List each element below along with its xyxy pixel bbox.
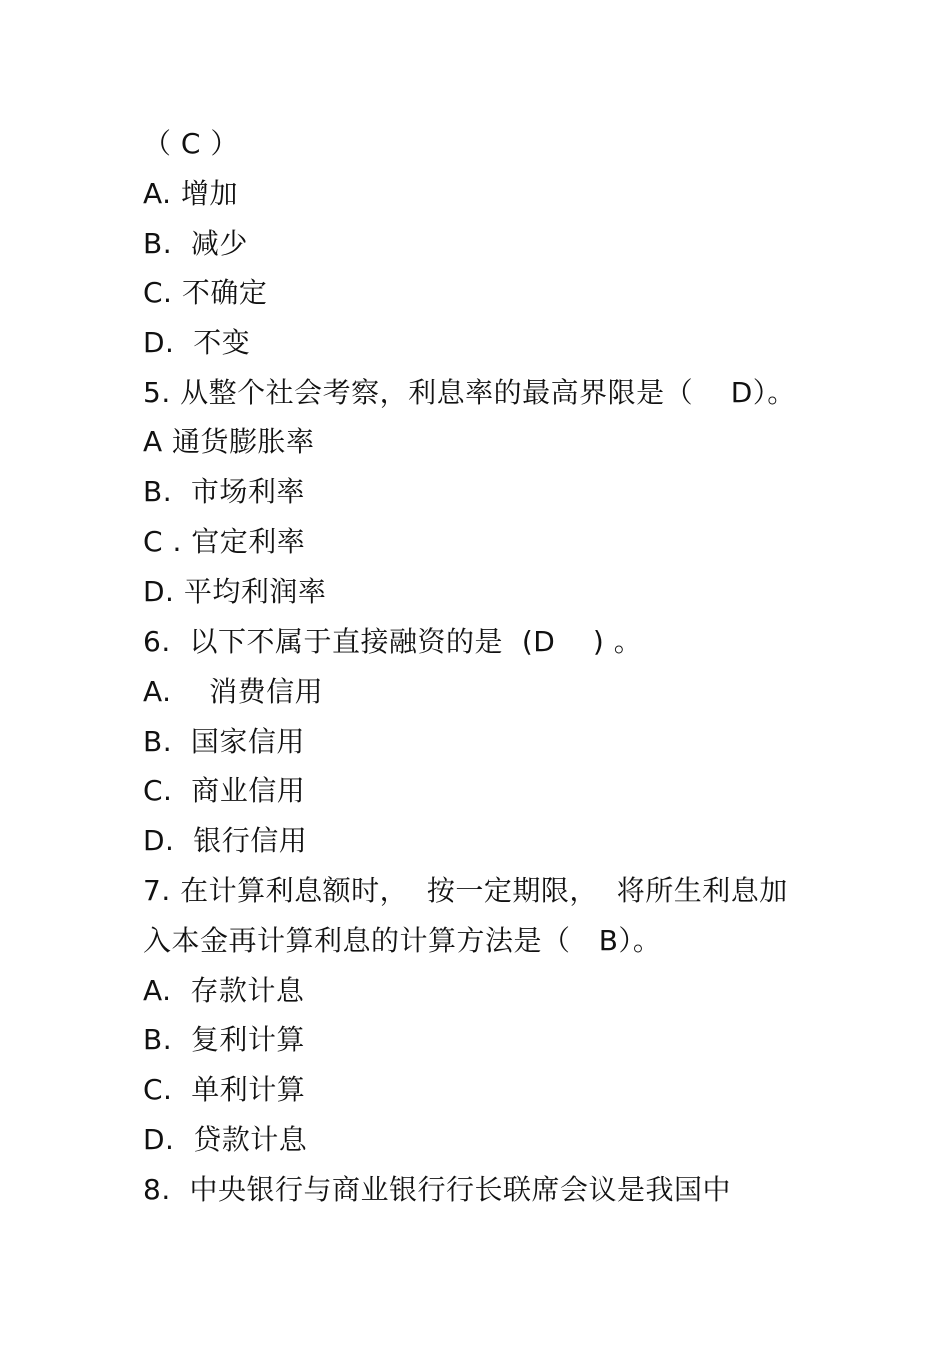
option-c: C. 不确定	[143, 276, 268, 309]
q5-option-c: C . 官定利率	[143, 525, 306, 558]
question-8: 8. 中央银行与商业银行行长联席会议是我国中	[143, 1173, 732, 1206]
q7-option-d: D. 贷款计息	[143, 1123, 308, 1156]
q7-option-b: B. 复利计算	[143, 1023, 305, 1056]
question-5: 5. 从整个社会考察，利息率的最高界限是（ D）。	[143, 376, 796, 409]
q5-option-d: D. 平均利润率	[143, 575, 327, 608]
q6-option-a: A. 消费信用	[143, 675, 324, 708]
question-7-line-1: 7. 在计算利息额时， 按一定期限， 将所生利息加	[143, 874, 788, 907]
q5-option-b: B. 市场利率	[143, 475, 305, 508]
q6-option-c: C. 商业信用	[143, 774, 306, 807]
q5-option-a: A 通货膨胀率	[143, 425, 315, 458]
q6-option-d: D. 银行信用	[143, 824, 308, 857]
question-7-line-2: 入本金再计算利息的计算方法是（ B）。	[143, 924, 662, 957]
q7-option-c: C. 单利计算	[143, 1073, 306, 1106]
option-b: B. 减少	[143, 227, 248, 260]
question-6: 6. 以下不属于直接融资的是 (D ) 。	[143, 625, 643, 658]
q6-option-b: B. 国家信用	[143, 725, 305, 758]
option-d: D. 不变	[143, 326, 251, 359]
q7-option-a: A. 存款计息	[143, 974, 305, 1007]
answer-line-prev: （ C ）	[143, 127, 239, 160]
option-a: A. 增加	[143, 177, 238, 210]
